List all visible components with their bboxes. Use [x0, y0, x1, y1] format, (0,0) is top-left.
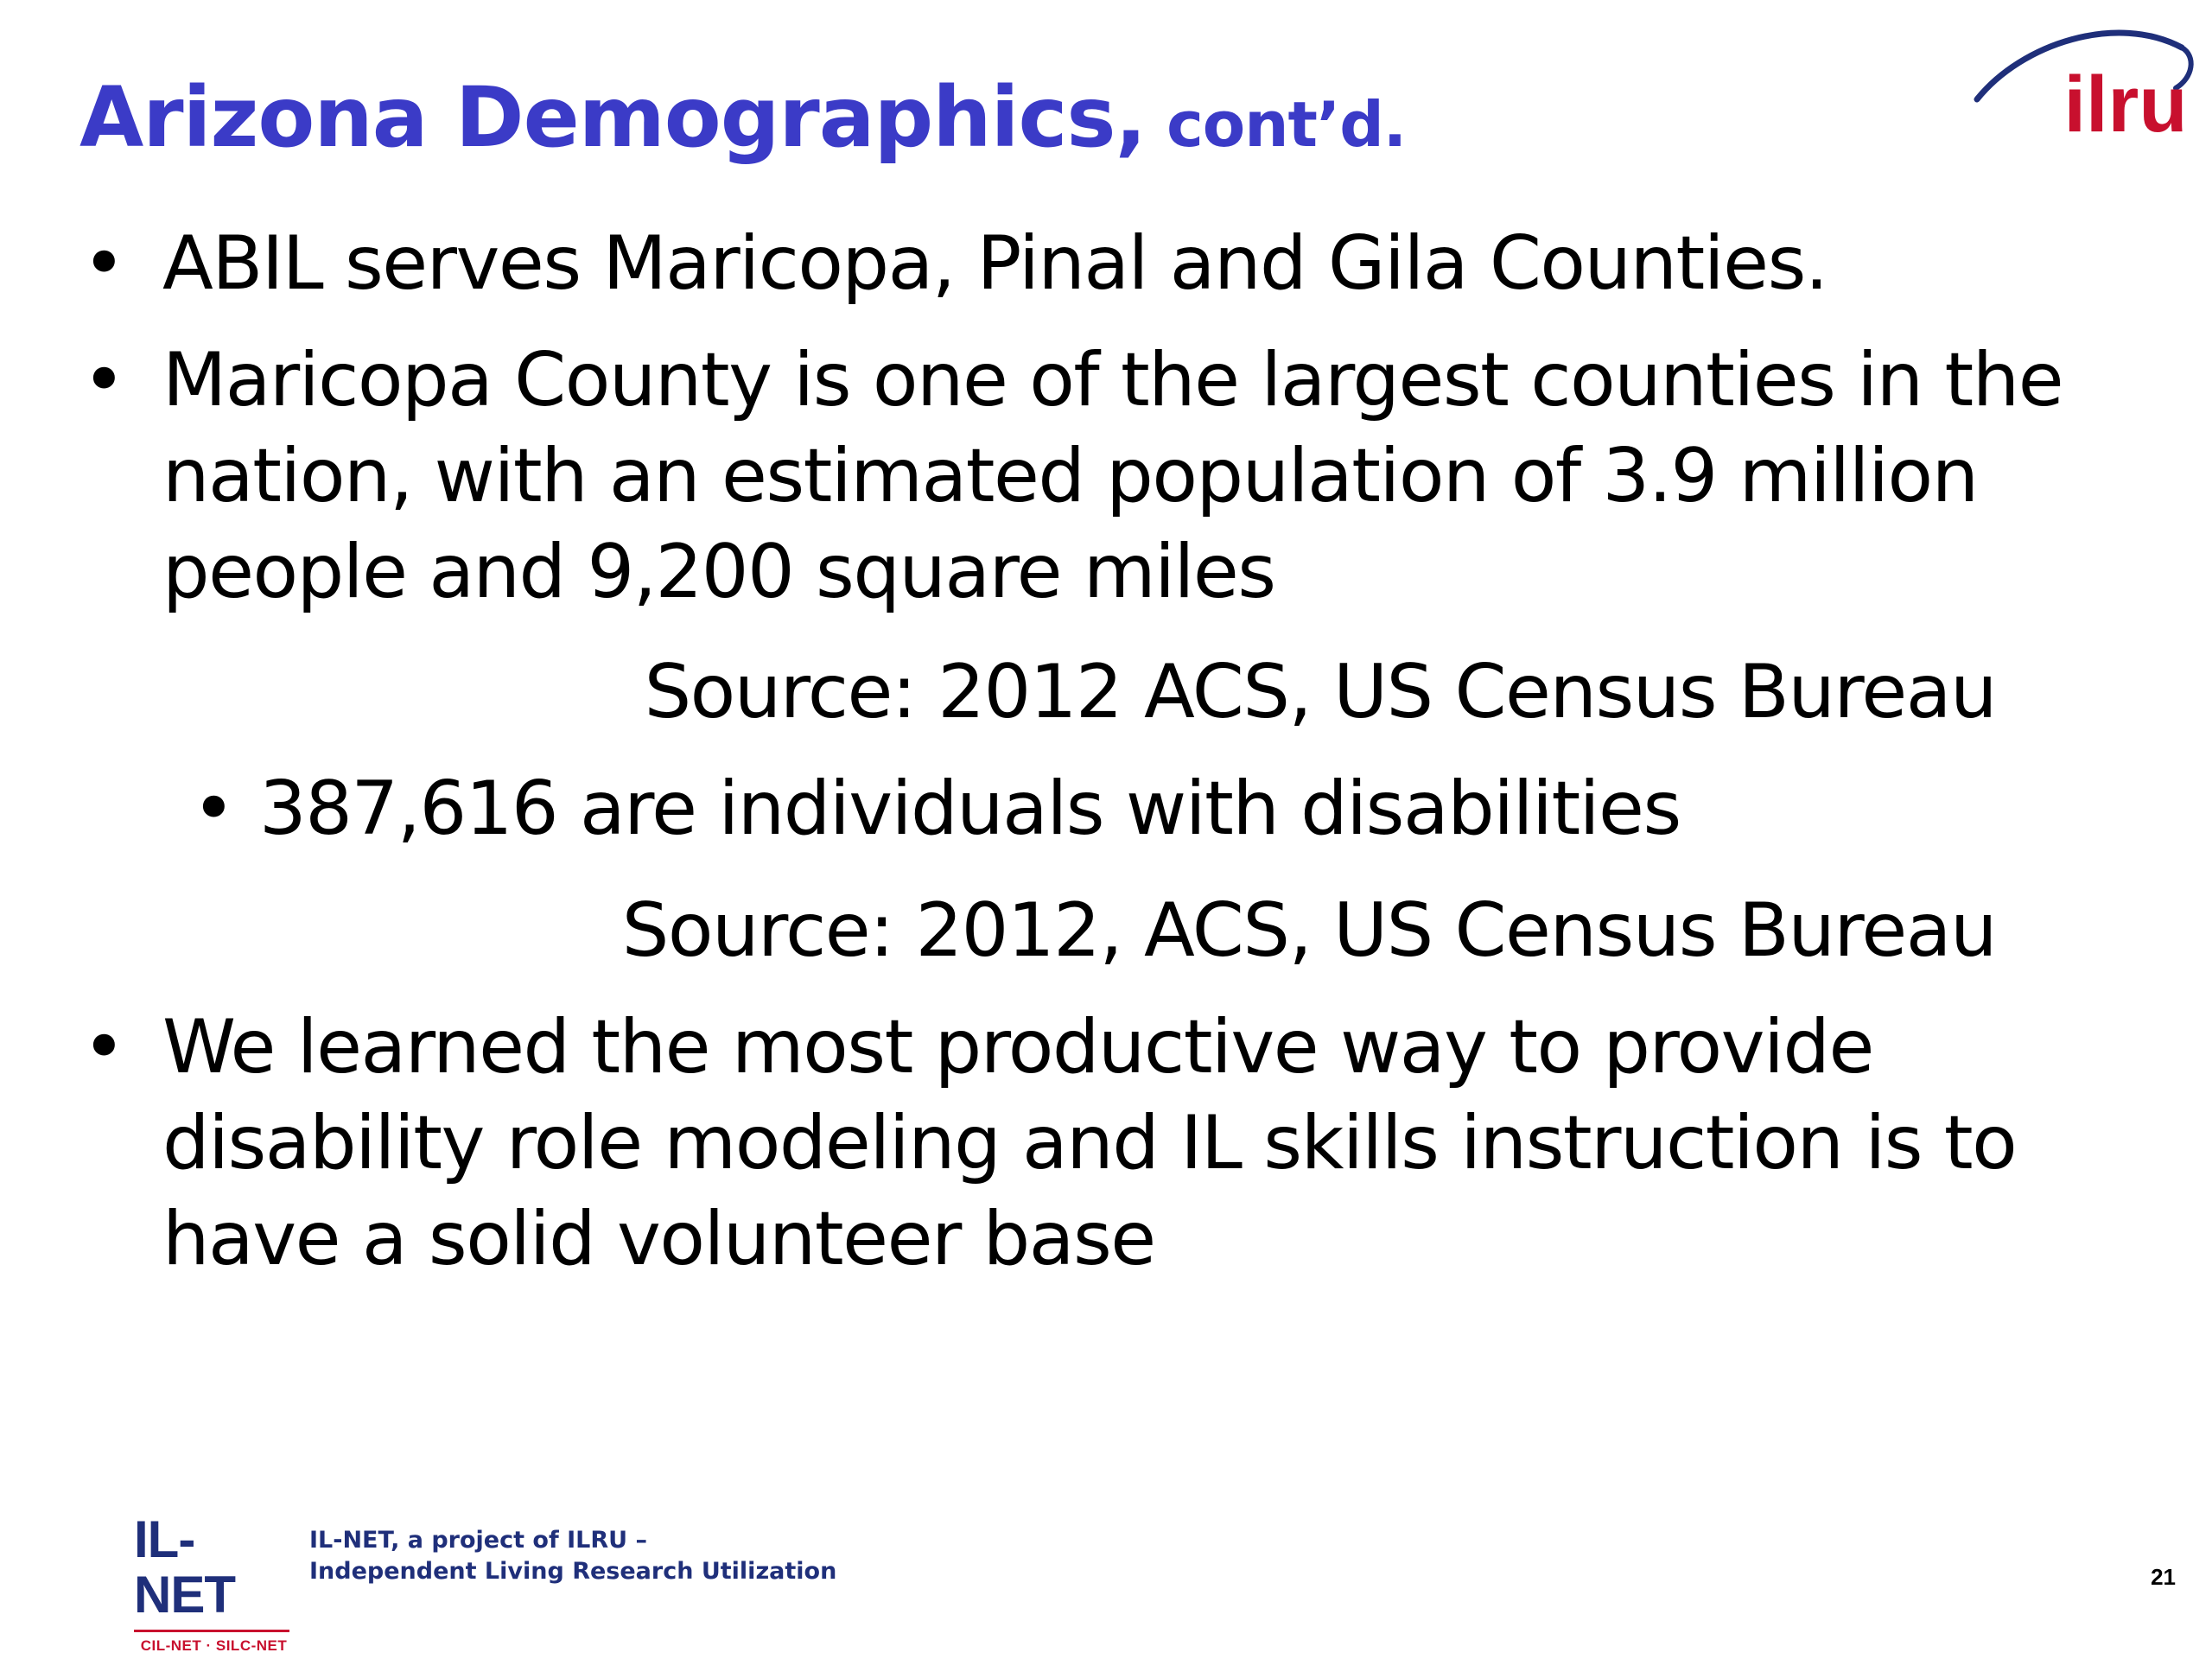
ilnet-logo-text: IL-NET: [134, 1510, 235, 1624]
bullet-item: [82, 1000, 2139, 1287]
page-number: 21: [2151, 1564, 2176, 1590]
bullet-text-volunteers: We learned the most productive way to provide disability role modeling and IL skills instruction is to have a solid volunteer base: [162, 1004, 2017, 1282]
bullet-text-maricopa: Maricopa County is one of the largest counties in the nation, with an estimated population of 3.9 million people and 9,200 square miles: [162, 337, 2063, 615]
slide-title-sub: cont’d.: [1146, 88, 1407, 161]
sub-bullet-item: [82, 761, 2139, 857]
bullet-dot: •: [192, 766, 235, 852]
source-citation: Source: 2012 ACS, US Census Bureau: [644, 649, 1996, 735]
ilru-logo-text: ilru: [2063, 60, 2188, 147]
footer-line-1: IL-NET, a project of ILRU –: [309, 1527, 647, 1554]
bullet-dot: •: [82, 1004, 125, 1090]
bullet-item: [82, 333, 2139, 620]
ilru-logo-graphic: [1970, 17, 2195, 147]
ilru-logo: [1970, 17, 2195, 147]
slide-title-main: Arizona Demographics,: [79, 69, 1147, 166]
ilnet-logo-rule: [134, 1630, 289, 1632]
bullet-item: [82, 216, 2139, 312]
slide-body: [82, 216, 2139, 1287]
slide-title: [79, 69, 1406, 166]
sub-bullet-text: 387,616 are individuals with disabilities: [259, 766, 1681, 852]
footer-line-2: Independent Living Research Utilization: [309, 1558, 837, 1585]
source-citation: Source: 2012, ACS, US Census Bureau: [621, 887, 1996, 974]
ilnet-logo-subtext: CIL-NET · SILC-NET: [140, 1637, 288, 1654]
ilnet-logo: [134, 1512, 294, 1655]
bullet-text-counties: ABIL serves Maricopa, Pinal and Gila Counties.: [162, 220, 1827, 307]
bullet-dot: •: [82, 220, 125, 307]
footer-attribution: [309, 1525, 836, 1587]
bullet-dot: •: [82, 337, 125, 423]
